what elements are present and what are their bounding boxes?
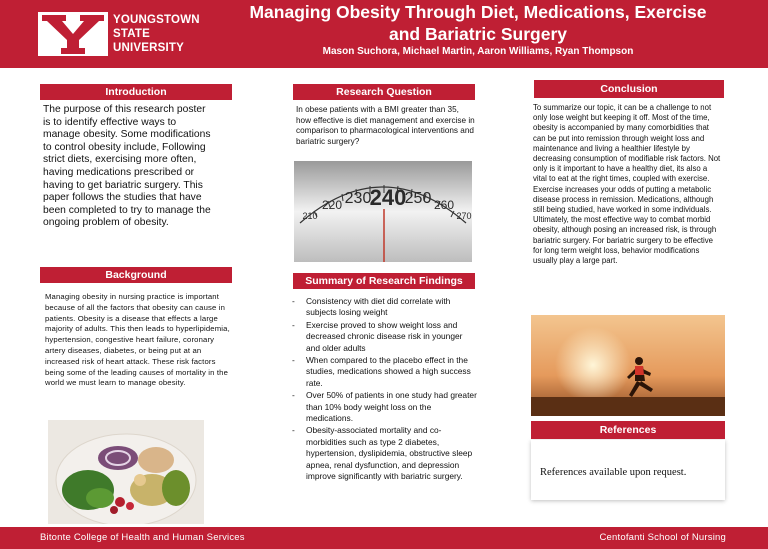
references-body: References available upon request. bbox=[540, 467, 687, 478]
scale-number-220: 220 bbox=[321, 198, 343, 212]
introduction-heading: Introduction bbox=[40, 84, 232, 100]
poster-title bbox=[200, 1, 756, 45]
finding-item: - Over 50% of patients in one study had greater than 10% body weight loss on the medications. bbox=[292, 390, 478, 424]
finding-item: - When compared to the placebo effect in the studies, medications showed a high success rate. bbox=[292, 355, 478, 389]
research-question-heading: Research Question bbox=[293, 84, 475, 100]
bathroom-scale-image bbox=[294, 161, 472, 262]
scale-number-230: 230 bbox=[344, 190, 372, 207]
university-name bbox=[113, 13, 200, 55]
university-line-3: UNIVERSITY bbox=[113, 42, 185, 54]
scale-number-260: 260 bbox=[433, 198, 455, 212]
scale-number-240: 240 bbox=[369, 185, 407, 210]
findings-heading: Summary of Research Findings bbox=[293, 273, 475, 289]
university-line-2: STATE bbox=[113, 28, 150, 40]
finding-item: - Consistency with diet did correlate with subjects losing weight bbox=[292, 296, 478, 319]
scale-number-210: 210 bbox=[302, 211, 318, 221]
background-body: Managing obesity in nursing practice is important because of all the factors that obesity can cause in patients. Obesity is a disease that effects a large majority of adults. This then leads to hyperlipidemia, hypertension, congestive heart failure, coronary artery diseases, diabetes, or being put at an increased risk of heart attack. These risk factors being some of the leading causes of mortality in the world we must learn to manage obesity. bbox=[45, 292, 230, 388]
scale-number-250: 250 bbox=[404, 190, 432, 207]
footer-school: Centofanti School of Nursing bbox=[599, 532, 726, 543]
conclusion-body: To summarize our topic, it can be a challenge to not only lose weight but keeping it off. Most of the time, obesity is accompanied by many comorbidities that can be put into remission through weight loss and maintenance and living a healthier lifestyle by decreasing consumption of modifiable risk factors. Not only is it important to have a healthy diet, its also a vital to eat at the right times, coupled with exercise. Exercise increases your odds of putting a metabolic disease process in remission. Medications, although still being studied, have worked in some individuals. Ultimately, the most effective way to combat morbid obesity, although posing an increased risk, is through bariatric surgery. For bariatric surgery to be effective for long term weight loss, behavior modifications usually play a large part. bbox=[533, 103, 721, 266]
scale-number-270: 270 bbox=[456, 211, 472, 221]
conclusion-heading: Conclusion bbox=[534, 80, 724, 98]
healthy-food-bowl-image bbox=[48, 420, 204, 524]
findings-list bbox=[292, 296, 478, 484]
footer-college: Bitonte College of Health and Human Services bbox=[40, 532, 245, 543]
runner-sunset-image bbox=[531, 315, 725, 416]
references-heading: References bbox=[531, 421, 725, 439]
title-line-2: and Bariatric Surgery bbox=[389, 24, 567, 44]
finding-item: - Obesity-associated mortality and co-morbidities such as type 2 diabetes, hypertension, dyslipidemia, obstructive sleep apnea, renal dysfunction, and depression improve significantly with bariatric surgery. bbox=[292, 425, 478, 482]
background-heading: Background bbox=[40, 267, 232, 283]
research-question-body: In obese patients with a BMI greater than 35, how effective is diet management and exercise in comparison to pharmacological interventions and bariatric surgery? bbox=[296, 105, 475, 146]
ysu-y-logo bbox=[38, 12, 108, 56]
authors: Mason Suchora, Michael Martin, Aaron Williams, Ryan Thompson bbox=[322, 46, 634, 57]
title-line-1: Managing Obesity Through Diet, Medications, Exercise bbox=[249, 2, 707, 22]
finding-item: - Exercise proved to show weight loss and decreased chronic disease risk in younger and older adults bbox=[292, 320, 478, 354]
university-line-1: YOUNGSTOWN bbox=[113, 14, 200, 26]
introduction-body: The purpose of this research poster is to identify effective ways to manage obesity. Some modifications to control obesity include, Following strict diets, exercising more often, having medications prescribed or having to get bariatric surgery. This paper follows the studies that have been completed to try to manage the ongoing problem of obesity. bbox=[43, 104, 211, 229]
